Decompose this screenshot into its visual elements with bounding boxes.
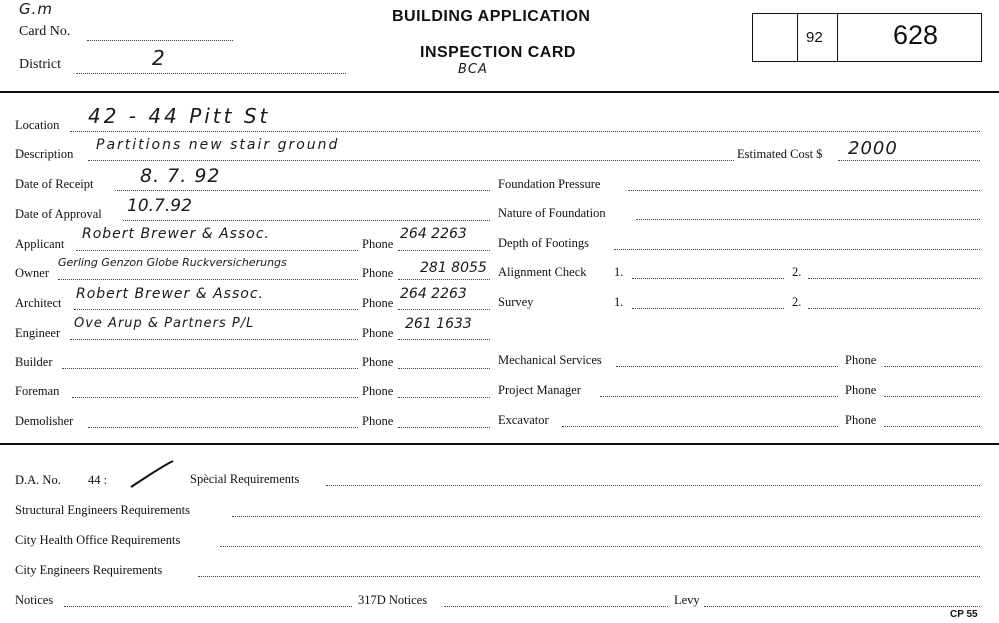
engineer-label: Engineer [15,326,61,340]
survey-1-field[interactable] [632,308,784,309]
engineer-phone-value: 261 1633 [405,316,472,332]
card-no-field[interactable] [87,40,233,41]
architect-field[interactable] [74,309,358,310]
form-code: CP 55 [950,609,978,620]
engineer-phone-label: Phone [362,326,394,340]
city-health-label: City Health Office Requirements [15,533,181,547]
foreman-label: Foreman [15,384,60,398]
date-receipt-value: 8. 7. 92 [140,165,221,187]
survey-num-1: 1. [614,295,624,309]
demolisher-field[interactable] [88,427,358,428]
builder-label: Builder [15,355,53,369]
foreman-phone-label: Phone [362,384,394,398]
excavator-phone-field[interactable] [884,426,980,427]
alignment-check-1-field[interactable] [632,278,784,279]
notices-317d-label: 317D Notices [358,593,428,607]
box-divider [837,13,838,62]
alignment-num-2: 2. [792,265,802,279]
applicant-phone-field[interactable] [398,250,490,251]
card-no-label: Card No. [19,24,71,39]
handwritten-slash-mark [127,458,177,490]
owner-field[interactable] [58,279,358,280]
alignment-check-label: Alignment Check [498,265,587,279]
levy-label: Levy [674,593,700,607]
district-value: 2 [152,46,166,70]
box-divider [797,13,798,62]
applicant-phone-value: 264 2263 [400,226,467,242]
demolisher-phone-label: Phone [362,414,394,428]
estimated-cost-label: Estimated Cost $ [737,147,823,161]
notices-field[interactable] [64,606,352,607]
architect-label: Architect [15,296,62,310]
reference-year: 92 [806,29,823,46]
depth-footings-field[interactable] [614,249,980,250]
da-no-label: D.A. No. [15,473,61,487]
survey-num-2: 2. [792,295,802,309]
architect-value: Robert Brewer & Assoc. [76,286,264,302]
project-manager-field[interactable] [600,396,838,397]
section-divider [0,91,999,93]
mechanical-phone-field[interactable] [884,366,980,367]
date-approval-label: Date of Approval [15,207,102,221]
da-no-value: 44 : [88,473,108,487]
architect-phone-field[interactable] [398,309,490,310]
alignment-check-2-field[interactable] [808,278,980,279]
mechanical-services-field[interactable] [616,366,838,367]
survey-label: Survey [498,295,534,309]
nature-foundation-field[interactable] [636,219,980,220]
owner-phone-field[interactable] [398,279,490,280]
section-divider [0,443,999,445]
structural-engineers-field[interactable] [232,516,980,517]
architect-phone-label: Phone [362,296,394,310]
location-label: Location [15,118,60,132]
engineer-phone-field[interactable] [398,339,490,340]
owner-phone-value: 281 8055 [420,260,487,276]
date-approval-field[interactable] [123,220,490,221]
excavator-field[interactable] [562,426,838,427]
nature-foundation-label: Nature of Foundation [498,206,606,220]
description-label: Description [15,147,74,161]
owner-phone-label: Phone [362,266,394,280]
foreman-field[interactable] [72,397,358,398]
applicant-field[interactable] [76,250,358,251]
engineer-value: Ove Arup & Partners P/L [74,316,255,331]
notices-317d-field[interactable] [444,606,668,607]
foundation-pressure-label: Foundation Pressure [498,177,601,191]
project-manager-phone-label: Phone [845,383,877,397]
city-engineers-label: City Engineers Requirements [15,563,163,577]
owner-label: Owner [15,266,50,280]
special-requirements-label: Spècial Requirements [190,472,300,486]
alignment-num-1: 1. [614,265,624,279]
architect-phone-value: 264 2263 [400,286,467,302]
builder-phone-field[interactable] [398,368,490,369]
demolisher-label: Demolisher [15,414,74,428]
district-field[interactable] [76,73,346,74]
demolisher-phone-field[interactable] [398,427,490,428]
excavator-phone-label: Phone [845,413,877,427]
survey-2-field[interactable] [808,308,980,309]
foreman-phone-field[interactable] [398,397,490,398]
date-receipt-label: Date of Receipt [15,177,94,191]
owner-value: Gerling Genzon Globe Ruckversicherungs [58,256,287,269]
handwritten-initials: G.m [19,0,54,18]
reference-box [752,13,982,62]
foundation-pressure-field[interactable] [628,190,980,191]
date-approval-value: 10.7.92 [127,196,192,216]
reference-number: 628 [893,20,939,50]
description-field[interactable] [88,160,734,161]
levy-field[interactable] [704,606,980,607]
structural-engineers-label: Structural Engineers Requirements [15,503,190,517]
description-value: Partitions new stair ground [96,137,340,153]
district-label: District [19,57,61,72]
engineer-field[interactable] [70,339,358,340]
applicant-phone-label: Phone [362,237,394,251]
builder-field[interactable] [62,368,358,369]
project-manager-label: Project Manager [498,383,581,397]
estimated-cost-value: 2000 [848,138,898,159]
city-health-field[interactable] [220,546,980,547]
mechanical-services-label: Mechanical Services [498,353,602,367]
notices-label: Notices [15,593,54,607]
applicant-value: Robert Brewer & Assoc. [82,226,270,242]
special-requirements-field[interactable] [326,485,980,486]
excavator-label: Excavator [498,413,549,427]
project-manager-phone-field[interactable] [884,396,980,397]
mechanical-phone-label: Phone [845,353,877,367]
location-field[interactable] [70,131,980,132]
form-title: BUILDING APPLICATION [392,8,591,25]
form-subtitle: INSPECTION CARD [420,44,576,61]
builder-phone-label: Phone [362,355,394,369]
title-note: BCA [458,62,488,77]
applicant-label: Applicant [15,237,65,251]
city-engineers-field[interactable] [198,576,980,577]
depth-footings-label: Depth of Footings [498,236,589,250]
date-receipt-field[interactable] [115,190,490,191]
location-value: 42 - 44 Pitt St [88,104,271,128]
estimated-cost-field[interactable] [838,160,980,161]
